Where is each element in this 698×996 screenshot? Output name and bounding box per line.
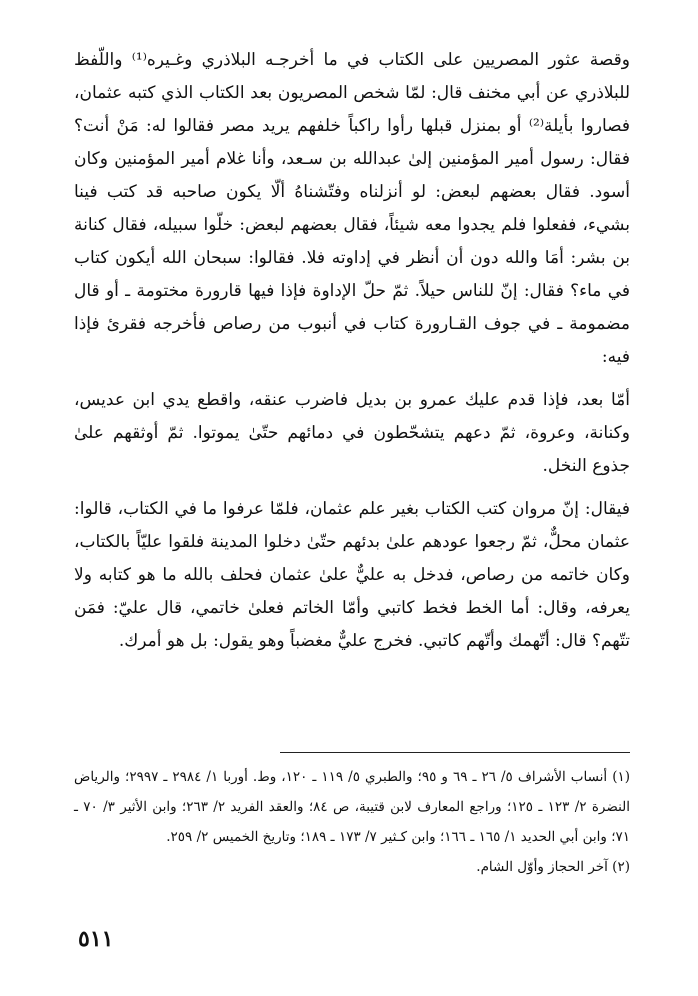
footnote-2: (٢) آخر الحجاز وأوّل الشام. [476, 859, 630, 875]
footnote-1: (١) أنساب الأشراف ٥/ ٢٦ ـ ٦٩ و ٩٥؛ والطبري ٥/ ١١٩ ـ ١٢٠، وط. أوربا ١/ ٢٩٨٤ ـ ٢٩٩٧؛ والرياض النضرة ٢/ ١٢٣ ـ ١٢٥؛ وراجع المعارف لابن قتيبة، ص ٨٤؛ والعقد الفريد ٢/ ٢٦٣؛ وابن الأثير ٣/ ٧٠ ـ ٧١؛ وابن أبي الحديد ١/ ١٦٥ ـ ١٦٦؛ وابن كـثير ٧/ ١٧٣ ـ ١٨٩؛ وتاريخ الخميس ٢/ ٢٥٩. [74, 769, 631, 845]
footnotes [74, 762, 630, 882]
paragraph-1: وقصة عثور المصريين على الكتاب في ما أخرجـه البلاذري وغـيره⁽¹⁾ واللّفظ للبلاذري عن أبي مخنف قال: لمّا شخص المصريون بعد الكتاب الذي كتبه عثمان، فصاروا بأيلة⁽²⁾ أو بمنزل قبلها رأوا راكباً خلفهم يريد مصر فقالوا له: مَنْ أنت؟ فقال: رسول أمير المؤمنين إلىٰ عبدالله بن سـعد، وأنا غلام أمير المؤمنين وكان أسود. فقال بعضهم لبعض: لو أنزلناه وفتّشناهُ ألّا يكون صاحبه قد كتب فينا بشيء، ففعلوا فلم يجدوا معه شيئاً، فقال بعضهم لبعض: خلّوا سبيله، فقال كنانة بن بشر: أمَا والله دون أن أنظر في إداوته فلا. فقالوا: سبحان الله أيكون كتاب في ماء؟ فقال: إنّ للناس حيلاً. ثمّ حلّ الإداوة فإذا فيها قارورة مختومة ـ أو قال مضمومة ـ في جوف القـارورة كتاب في أنبوب من رصاص فأخرجه فقرئ فإذا فيه: [74, 50, 631, 367]
footnote-divider [280, 752, 630, 753]
paragraph-3: فيقال: إنّ مروان كتب الكتاب بغير علم عثمان، فلمّا عرفوا ما في الكتاب، قالوا: عثمان محلٌّ، ثمّ رجعوا عودهم علىٰ بدئهم حتّىٰ دخلوا المدينة فلقوا عليّاً بالكتاب، وكان خاتمه من رصاص، فدخل به عليٌّ علىٰ عثمان فحلف بالله ما هو كتابه ولا يعرفه، وقال: أما الخط فخط كاتبي وأمّا الخاتم فعلىٰ خاتمي، قال عليّ: فمَن تتّهم؟ قال: أتّهمك وأتّهم كاتبي. فخرج عليٌّ مغضباً وهو يقول: بل هو أمرك. [74, 499, 630, 651]
page-number: ٥١١ [78, 926, 114, 952]
main-text [74, 44, 630, 658]
paragraph-2: أمّا بعد، فإذا قدم عليك عمرو بن بديل فاضرب عنقه، واقطع يدي ابن عديس، وكنانة، وعروة، ثمّ دعهم يتشحّطون في دمائهم حتّىٰ يموتوا. ثمّ أوثقهم علىٰ جذوع النخل. [74, 390, 630, 476]
